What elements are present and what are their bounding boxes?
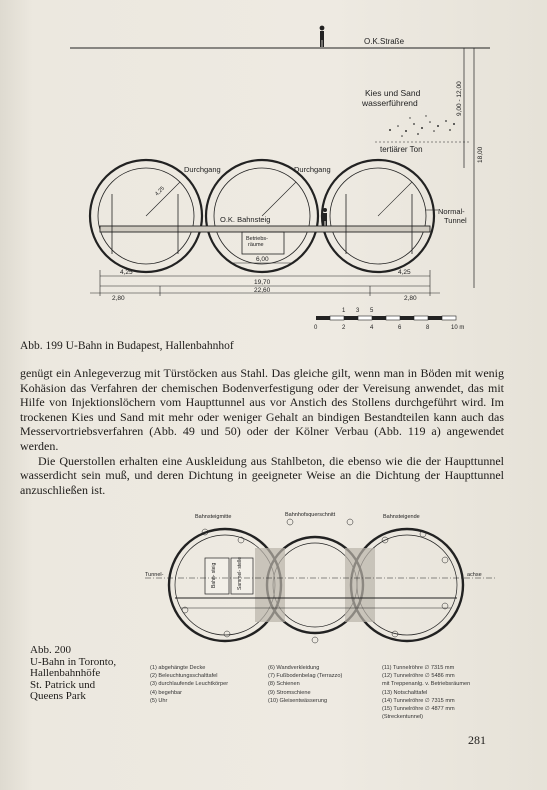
- legend-column-1: [150, 664, 228, 705]
- paragraph-1: genügt ein Anlegeverzug mit Türstöcken aus Stahl. Das gleiche gilt, wenn man in Böden mit wenig Kohäsion das Verfahren der chemischen Bodenverfestigung oder der Vereisung anwendet, das mit Hilfe von Injektionslöchern vom Haupttunnel aus vor Anstich des Stollens durchgeführt wird. Im trockenen Kies und Sand mit mehr oder weniger Gehalt an bindigen Bestandteilen kann auch das Messervortriebsverfahren (Abb. 49 und 50) oder der Kölner Verbau (Abb. 119 a) angewendet werden.: [20, 366, 504, 453]
- legend-item: (Streckentunnel): [382, 714, 424, 721]
- passenger-icon: [323, 208, 327, 226]
- scale-bar: [316, 316, 456, 320]
- dim-425-left: 4,25: [120, 269, 133, 276]
- depth-range-label: 9,00 - 12,00: [456, 81, 463, 116]
- dim-1970: 19,70: [254, 279, 271, 286]
- scale-bottom-8: 8: [426, 325, 430, 331]
- figure-budapest-section: [60, 18, 510, 333]
- legend-item: (6) Wandverkleidung: [268, 665, 320, 671]
- gravel-label: Kies und Sand: [365, 88, 421, 98]
- paragraph-2: Die Querstollen erhalten eine Auskleidung aus Stahlbeton, die ebenso wie die der Haupttunnel wasserdicht sein muß, und deren Dichtung in geeigneter Weise an die Dichtung der Haupttunnel anzuschließen ist.: [20, 453, 504, 497]
- dim-600: 6,00: [256, 256, 269, 263]
- figure-toronto-section: [145, 510, 495, 660]
- legend-item: (14) Tunnelröhre ∅ 7315 mm: [382, 697, 455, 704]
- legend-item: (2) Beleuchtungsschalttafel: [150, 673, 218, 680]
- legend-item: (4) begehbar: [150, 689, 183, 696]
- gravel-pattern: [389, 115, 455, 136]
- legend-item: (13) Notschalttafel: [382, 689, 428, 696]
- legend-column-2: [268, 664, 342, 705]
- figure2-caption: Abb. 200 U-Bahn in Toronto, Hallenbahnhöfe St. Patrick und Queens Park: [30, 644, 117, 703]
- radius-label: 4,25: [154, 185, 166, 198]
- scale-bottom-0: 0: [314, 325, 318, 331]
- legend-item: (5) Uhr: [150, 697, 168, 704]
- depth-total-label: 18,00: [477, 146, 484, 163]
- tunnel-axis-label: Tunnel-: [145, 572, 164, 578]
- scale-top-3: 3: [356, 308, 360, 314]
- dim-280-left: 2,80: [112, 295, 125, 302]
- legend-item: (15) Tunnelröhre ∅ 4877 mm: [382, 706, 455, 713]
- platform-label: O.K. Bahnsteig: [220, 215, 271, 224]
- passage-right-label: Durchgang: [294, 165, 331, 174]
- platform-center-label: Bahnsteigmitte: [195, 514, 232, 520]
- legend-item: (9) Stromschiene: [268, 689, 311, 696]
- dim-2260: 22,60: [254, 287, 271, 294]
- axis-label: achse: [467, 572, 482, 578]
- box2-label: Sammel- stelle: [237, 556, 243, 590]
- scale-top-5: 5: [370, 308, 374, 314]
- station-section-label: Bahnhofsquerschnitt: [285, 512, 336, 518]
- passage-left-label: Durchgang: [184, 165, 221, 174]
- platform-end-label: Bahnsteigende: [383, 514, 420, 520]
- page-number: 281: [468, 733, 486, 747]
- dim-280-right: 2,80: [404, 295, 417, 302]
- street-label: O.K.Straße: [364, 37, 405, 46]
- figure1-caption: Abb. 199 U-Bahn in Budapest, Hallenbahnhof: [20, 340, 234, 352]
- scale-bottom-4: 4: [370, 325, 374, 331]
- scale-top-1: 1: [342, 308, 346, 314]
- scale-bottom-2: 2: [342, 325, 346, 331]
- legend-item: (1) abgehängte Decke: [150, 665, 206, 671]
- legend-item: (8) Schienen: [268, 681, 300, 688]
- dim-425-right: 4,25: [398, 269, 411, 276]
- legend-item: mit Treppenanlg. v. Betriebsräumen: [382, 681, 471, 688]
- water-label: wasserführend: [362, 98, 418, 108]
- person-icon: [320, 26, 325, 47]
- body-text: [20, 366, 504, 497]
- scale-bottom-10: 10 m: [451, 325, 465, 331]
- tunnel-label: Tunnel: [444, 216, 467, 225]
- legend-item: (11) Tunnelröhre ∅ 7315 mm: [382, 665, 455, 671]
- clay-label: tertiärer Ton: [380, 145, 423, 154]
- legend-item: (12) Tunnelröhre ∅ 5486 mm: [382, 673, 455, 680]
- legend-item: (10) Gleisentwässerung: [268, 697, 328, 704]
- service-rooms-label: Betriebs-räume: [246, 236, 269, 248]
- legend-item: (7) Fußbodenbelag (Terrazzo): [268, 673, 343, 680]
- legend-item: (3) durchlaufende Leuchtkörper: [150, 681, 229, 688]
- normal-label: Normal-: [438, 207, 465, 216]
- legend-column-3: [382, 664, 470, 721]
- box1-label: Bahn- steig: [211, 562, 217, 588]
- scale-bottom-6: 6: [398, 325, 402, 331]
